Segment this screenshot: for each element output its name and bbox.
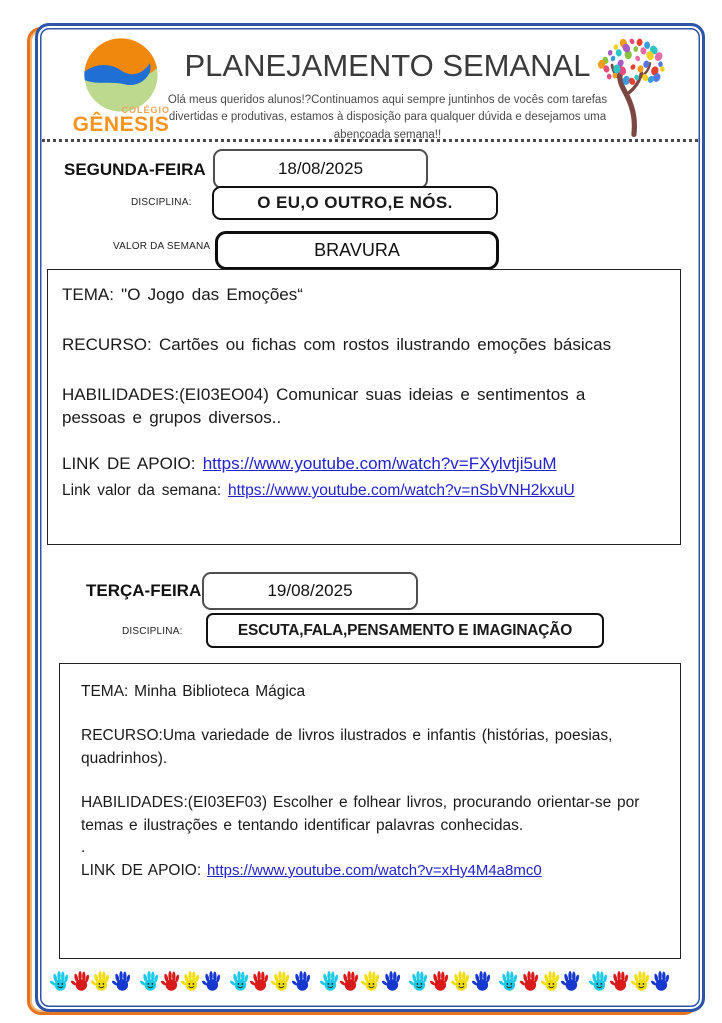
monday-link-apoio[interactable]: https://www.youtube.com/watch?v=FXylvtji5uM (202, 454, 557, 474)
date-box-tuesday: 19/08/2025 (202, 572, 418, 610)
handprint-icon (230, 968, 251, 992)
tuesday-habilidades-text: HABILIDADES:(EI03EF03) Escolher e folhear livros, procurando orientar-se por temas e ilustrações e tentando identificar palavras conhecidas. (81, 794, 640, 834)
handprint-icon (382, 968, 403, 992)
logo-genesis-text: GÊNESIS (72, 113, 170, 136)
handprint-icon (499, 968, 520, 992)
discipline-label-tuesday: DISCIPLINA: (122, 626, 183, 637)
tree-canopy-dots (597, 38, 665, 86)
tree-icon (594, 36, 670, 138)
value-of-week-label: VALOR DA SEMANA (113, 241, 211, 252)
school-logo-icon (82, 36, 160, 114)
day-label-monday: SEGUNDA-FEIRA (64, 160, 206, 179)
handprint-icon (589, 968, 610, 992)
monday-habilidades-text: HABILIDADES:(EI03EO04) Comunicar suas ideias e sentimentos a pessoas e grupos diversos.. (62, 384, 586, 428)
day-label-tuesday: TERÇA-FEIRA (86, 581, 202, 600)
handprint-icon (140, 968, 161, 992)
date-box-monday: 18/08/2025 (213, 149, 428, 189)
handprint-icon (561, 968, 582, 992)
tuesday-link-apoio-line (81, 860, 659, 882)
handprint-icon (520, 968, 541, 992)
tuesday-link-apoio[interactable]: https://www.youtube.com/watch?v=xHy4M4a8mc0 (206, 861, 542, 879)
subtitle-line-1: Olá meus queridos alunos!?Continuamos aqui sempre juntinhos de vocês com tarefas (167, 94, 608, 106)
handprint-icon (451, 968, 472, 992)
tuesday-stray-dot: . (81, 839, 86, 857)
discipline-box-tuesday: ESCUTA,FALA,PENSAMENTO E IMAGINAÇÃO (206, 613, 604, 648)
tuesday-link-apoio-label: LINK DE APOIO: (81, 861, 207, 879)
header-title-block (160, 48, 615, 144)
value-of-week-box: BRAVURA (215, 231, 499, 270)
handprint-icon (202, 968, 223, 992)
monday-recurso-text: RECURSO: Cartões ou fichas com rostos ilustrando emoções básicas (62, 334, 612, 354)
monday-link-apoio-label: LINK DE APOIO: (62, 454, 203, 474)
subtitle-line-3: abençoada semana!! (333, 128, 442, 141)
handprint-icon (409, 968, 430, 992)
handprint-icon (181, 968, 202, 992)
dotted-separator (42, 139, 698, 142)
subtitle-line-2: divertidas e produtivas, estamos à disposição para qualquer dúvida e desejamos uma (168, 111, 607, 124)
handprint-icon (50, 968, 71, 992)
handprint-icon (340, 968, 361, 992)
handprint-icon (361, 968, 382, 992)
handprint-icon (430, 968, 451, 992)
handprint-icon (292, 968, 313, 992)
monday-link-valor-line (62, 480, 666, 502)
tuesday-content-box (59, 663, 681, 959)
handprint-icon (651, 968, 672, 992)
handprint-icon (112, 968, 133, 992)
monday-content-box (47, 269, 681, 545)
handprint-icon (631, 968, 652, 992)
handprint-icon (250, 968, 271, 992)
monday-link-apoio-line (62, 452, 666, 476)
handprints-border (50, 968, 672, 992)
handprint-icon (271, 968, 292, 992)
monday-link-valor-label: Link valor da semana: (62, 481, 228, 499)
handprint-icon (161, 968, 182, 992)
monday-tema-text: TEMA: "O Jogo das Emoções“ (62, 285, 303, 304)
discipline-box-monday: O EU,O OUTRO,E NÓS. (212, 186, 498, 220)
handprint-icon (541, 968, 562, 992)
handprint-icon (91, 968, 112, 992)
handprint-icon (71, 968, 92, 992)
page-title: PLANEJAMENTO SEMANAL (184, 48, 591, 83)
logo-colegio-text: COLÉGIO (121, 105, 170, 115)
tuesday-recurso-text: RECURSO:Uma variedade de livros ilustrados e infantis (histórias, poesias, quadrinhos). (81, 727, 613, 767)
discipline-label-monday: DISCIPLINA: (131, 197, 192, 208)
tuesday-tema-text: TEMA: Minha Biblioteca Mágica (81, 683, 306, 700)
monday-link-valor[interactable]: https://www.youtube.com/watch?v=nSbVNH2kxuU (227, 481, 575, 499)
handprint-icon (472, 968, 493, 992)
header-subtitle (160, 92, 615, 144)
handprint-icon (610, 968, 631, 992)
handprint-icon (320, 968, 341, 992)
